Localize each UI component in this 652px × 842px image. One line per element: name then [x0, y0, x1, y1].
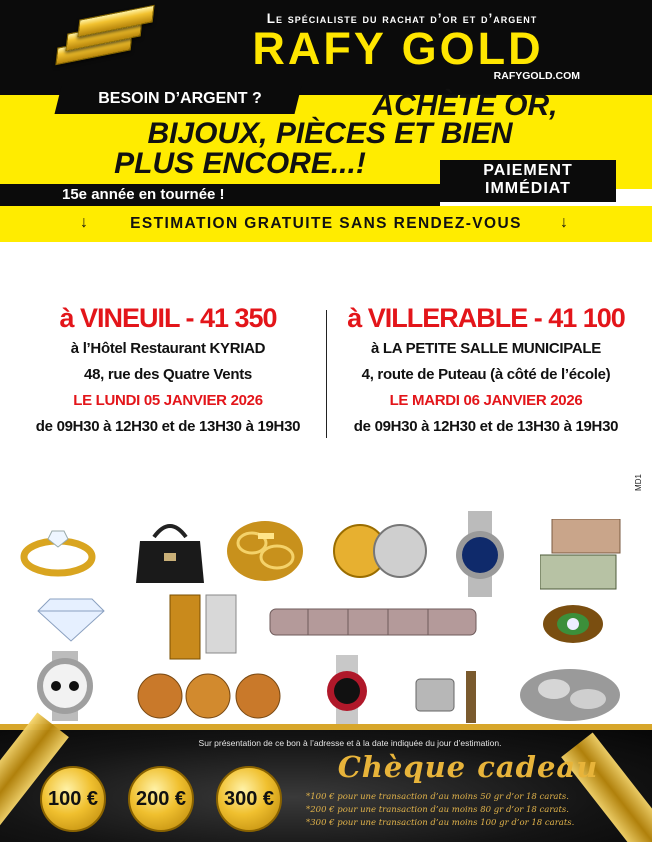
voucher-condition-300: *300 € pour une transaction d’au moins 100 gr d’or 18 carats.: [306, 818, 575, 828]
tagline: Le spécialiste du rachat d’or et d’argent: [266, 11, 538, 26]
diver-watch-icon: [450, 511, 510, 597]
voucher-condition-200: *200 € pour une transaction d’au moins 80 gr d’or 18 carats.: [306, 805, 569, 815]
product-gallery: [0, 505, 652, 725]
website-link[interactable]: RAFYGOLD.COM: [493, 70, 580, 82]
gold-bars-icon: [50, 6, 160, 76]
banknotes-icon: [540, 519, 624, 593]
paiement-text: [440, 162, 616, 198]
event-vineuil: [8, 300, 328, 440]
gold-ring-icon: [18, 517, 98, 579]
tournee-text: 15e année en tournée !: [62, 186, 225, 203]
event-date: LE MARDI 06 JANVIER 2026: [389, 392, 583, 409]
gemstone-ring-icon: [540, 603, 606, 645]
silver-pot-icon: [412, 665, 492, 725]
besoin-text: BESOIN D’ARGENT ?: [98, 90, 262, 107]
offer-line-3: PLUS ENCORE...!: [114, 147, 366, 180]
cheque-cadeau-title: Chèque cadeau: [337, 750, 599, 784]
chronograph-watch-icon: [30, 651, 100, 721]
voucher-coin-200: 200 €: [128, 766, 194, 832]
diamond-icon: [36, 593, 106, 643]
event-date: LE LUNDI 05 JANVIER 2026: [73, 392, 263, 409]
offer-line-2: BIJOUX, PIÈCES ET BIEN: [147, 117, 513, 150]
gift-voucher-footer: [0, 724, 652, 842]
header-banner: [0, 0, 652, 95]
voucher-condition-100: *100 € pour une transaction d’au moins 50 gr d’or 18 carats.: [306, 792, 569, 802]
handbag-icon: [132, 515, 208, 585]
event-venue: à LA PETITE SALLE MUNICIPALE: [371, 340, 601, 357]
estimation-text: ESTIMATION GRATUITE SANS RENDEZ-VOUS: [130, 215, 522, 232]
event-address: 48, rue des Quatre Vents: [84, 366, 252, 383]
voucher-coin-100: 100 €: [40, 766, 106, 832]
gold-silver-coins-icon: [330, 523, 430, 579]
gold-silver-ingots-icon: [164, 591, 244, 661]
event-city: à VILLERABLE - 41 100: [347, 303, 625, 333]
offer-line-1: ACHÈTE OR,: [372, 89, 558, 122]
gold-chains-icon: [222, 513, 308, 587]
arrow-down-icon: ↓: [560, 214, 568, 231]
print-code: MD1: [633, 474, 643, 491]
event-city: à VINEUIL - 41 350: [59, 303, 277, 333]
event-hours: de 09H30 à 12H30 et de 13H30 à 19H30: [353, 418, 619, 435]
event-villerable: [326, 300, 646, 440]
voucher-coin-300: 300 €: [216, 766, 282, 832]
voucher-note: Sur présentation de ce bon à l’adresse et à la date indiquée du jour d’estimation.: [198, 738, 502, 748]
gold-coins-icon: [136, 671, 286, 721]
arrow-down-icon: ↓: [80, 214, 88, 231]
paiement-line-2: IMMÉDIAT: [485, 180, 571, 197]
silver-bracelet-icon: [268, 603, 478, 641]
gmt-watch-icon: [322, 655, 372, 729]
paiement-line-1: PAIEMENT: [483, 162, 573, 179]
event-venue: à l’Hôtel Restaurant KYRIAD: [70, 340, 266, 357]
brand-logo: RAFY GOLD: [252, 23, 544, 74]
event-address: 4, route de Puteau (à côté de l’école): [361, 366, 611, 383]
event-hours: de 09H30 à 12H30 et de 13H30 à 19H30: [35, 418, 301, 435]
silverware-pile-icon: [518, 655, 622, 723]
